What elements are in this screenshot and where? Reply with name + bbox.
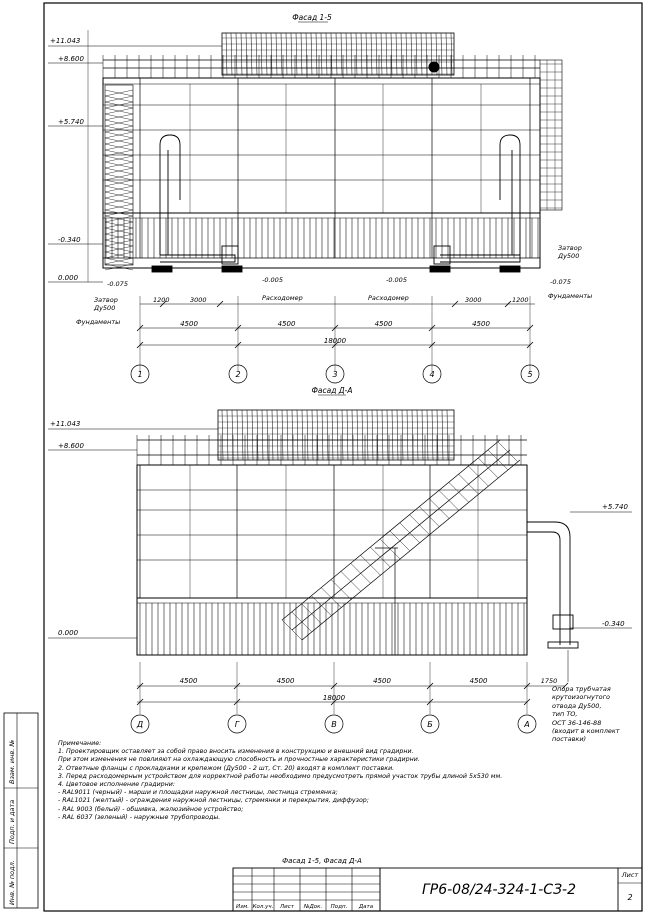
tb-col-1: Изм.: [236, 904, 249, 910]
bottom-casing: [137, 465, 527, 655]
top-elev-11043: +11.043: [50, 37, 81, 45]
callout-fund-left: Фундаменты: [76, 318, 121, 326]
note-line: Примечание:: [58, 740, 102, 747]
bottom-axis-bubble-3: [325, 715, 343, 733]
top-dim-1200-left: 1200: [153, 296, 170, 304]
bottom-dim-span-4: 4500: [469, 677, 488, 685]
bottom-roof-railing: [137, 435, 527, 465]
bottom-staircase: [282, 440, 520, 655]
bottom-elev-5740: +5.740: [602, 503, 628, 511]
note-line: 1. Проектировщик оставляет за собой право вносить изменения в конструкцию и внешний вид градирни.: [58, 748, 414, 756]
top-dim-span-2: 4500: [277, 320, 296, 328]
top-elev-m0005-left: -0.005: [262, 276, 283, 284]
svg-text:2: 2: [235, 370, 241, 379]
note-line: - RAL 6037 (зеленый) - наружные трубопроводы.: [58, 813, 221, 821]
bottom-view-title: Фасад Д-А: [311, 386, 353, 395]
note-line: 4. Цветовое исполнение градирни:: [58, 781, 176, 789]
tb-col-5: Подп.: [330, 904, 348, 910]
note-line: 3. Перед расходомерным устройством для корректной работы необходимо предусмотреть прямой участок трубы длиной 5х530 мм.: [58, 772, 503, 780]
general-notes: [58, 740, 528, 822]
top-dim-span-1: 4500: [180, 320, 198, 328]
stamp-inv-podl: Инв. № подл.: [8, 860, 16, 905]
bottom-dim-span-2: 4500: [276, 677, 295, 685]
note-line: - RAL 9003 (белый) - обшивка, жалюзийное устройство;: [58, 805, 244, 813]
title-caption: Фасад 1-5, Фасад Д-А: [282, 857, 362, 865]
top-view-title: Фасад 1-5: [292, 13, 332, 22]
top-elev-m0075-right: -0.075: [550, 278, 571, 286]
stamp-podp-data: Подп. и дата: [8, 799, 16, 844]
top-elev-5740: +5.740: [58, 118, 84, 126]
bottom-dim-span-1: 4500: [179, 677, 198, 685]
bottom-axis-bubble-5: [518, 715, 536, 733]
top-elev-m0340: -0.340: [58, 236, 81, 244]
tb-col-4: №Док.: [303, 904, 323, 910]
top-elev-m0075-left: -0.075: [107, 280, 128, 288]
bottom-elev-11043: +11.043: [50, 420, 81, 428]
note-line: - RAL1021 (желтый) - ограждения наружной лестницы, стремянки и перекрытия, диффузор;: [58, 797, 369, 805]
support-note-line: крутоизогнутого: [552, 693, 610, 702]
svg-text:3: 3: [332, 370, 338, 379]
support-note-line: поставки): [552, 735, 587, 744]
callout-rashodomer-right: Расходомер: [368, 294, 409, 302]
support-note-line: тип ТО,: [552, 710, 578, 719]
top-elev-8600: +8.600: [58, 55, 84, 63]
svg-text:4: 4: [429, 370, 435, 379]
svg-text:1: 1: [137, 370, 143, 379]
top-dim-total: 18000: [323, 337, 347, 345]
sheet-label: Лист: [621, 871, 639, 879]
callout-rashodomer-left: Расходомер: [262, 294, 303, 302]
top-dimensions: [137, 296, 535, 372]
callout-zatvor-right: Затвор Ду500: [558, 244, 582, 260]
sheet-number: 2: [627, 893, 633, 902]
svg-text:А: А: [524, 720, 530, 729]
top-dim-span-4: 4500: [472, 320, 490, 328]
tb-col-2: Кол.уч.: [252, 904, 274, 910]
top-dim-3000-right: 3000: [465, 296, 482, 304]
svg-text:5: 5: [527, 370, 533, 379]
top-pipes: [152, 135, 520, 272]
bottom-dimensions: [137, 662, 568, 714]
callout-zatvor-left: Затвор Ду500: [94, 296, 118, 312]
support-note-line: отвода Ду500,: [552, 701, 602, 710]
bottom-axis-bubble-2: [228, 715, 246, 733]
bottom-dim-1750: 1750: [540, 677, 558, 685]
top-elev-0000: 0.000: [58, 274, 79, 282]
top-diffuser: [222, 33, 454, 75]
tb-col-6: Дата: [358, 904, 374, 910]
bottom-dim-span-3: 4500: [373, 677, 391, 685]
support-note: [552, 685, 620, 744]
svg-text:Б: Б: [427, 720, 433, 729]
note-line: 2. Ответные фланцы с прокладками и крепежом (Ду500 - 2 шт, Ст. 20) входят в комплект поставки.: [58, 764, 395, 772]
bottom-axis-bubble-1: [131, 715, 149, 733]
top-dim-span-3: 4500: [374, 320, 393, 328]
title-code: ГР6-08/24-324-1-СЗ-2: [421, 882, 577, 898]
callout-fund-right: Фундаменты: [548, 292, 593, 300]
top-casing: [103, 78, 540, 268]
support-note-line: ОСТ 36-146-88: [552, 718, 602, 727]
support-note-line: (входит в комплект: [552, 727, 620, 736]
stamp-vzam-inv: Взам. инв. №: [8, 739, 16, 784]
bottom-elev-8600: +8.600: [58, 442, 84, 450]
svg-text:Г: Г: [234, 720, 240, 729]
support-note-line: Опора трубчатая: [552, 685, 611, 693]
bottom-elev-0000: 0.000: [58, 629, 79, 637]
bottom-axis-bubble-4: [421, 715, 439, 733]
svg-text:В: В: [331, 720, 337, 729]
top-elev-m0005-right: -0.005: [386, 276, 407, 284]
top-left-ladder: [105, 85, 133, 270]
top-dim-1200-right: 1200: [512, 296, 529, 304]
bottom-dim-total: 18000: [322, 694, 346, 702]
bottom-diffuser: [218, 410, 454, 460]
note-line: При этом изменения не повлияют на охлаждающую способность и прочностные характеристики градирни.: [58, 756, 420, 764]
tb-col-3: Лист: [280, 904, 294, 910]
top-right-ladder: [540, 60, 562, 210]
bottom-pipe: [527, 522, 578, 648]
top-dim-3000-left: 3000: [190, 296, 207, 304]
bottom-elev-m0340: -0.340: [602, 620, 625, 628]
svg-text:Д: Д: [136, 720, 144, 729]
note-line: - RAL9011 (черный) - марши и площадки наружной лестницы, лестница стремянка;: [58, 789, 338, 797]
